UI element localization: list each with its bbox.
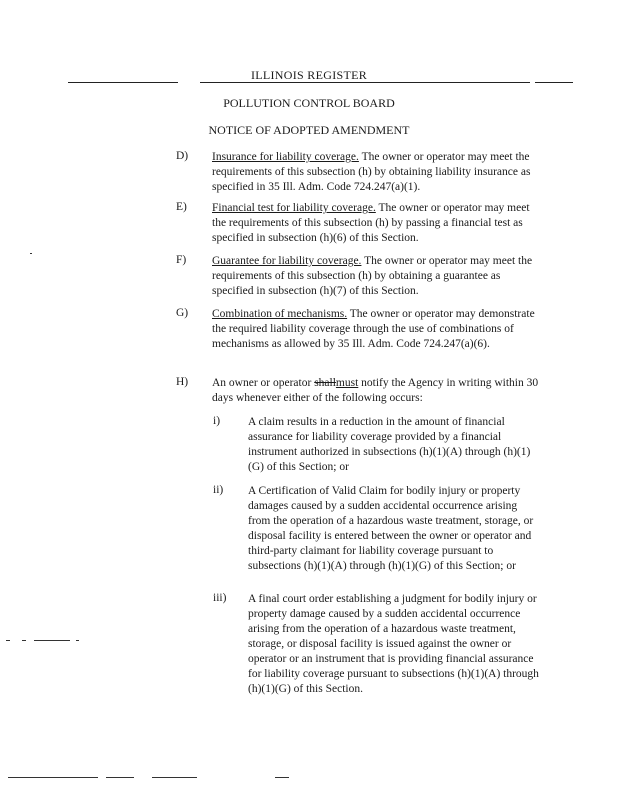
item-heading: Financial test for liability coverage. (212, 202, 376, 214)
item-heading: Combination of mechanisms. (212, 308, 348, 320)
item-text-f (212, 254, 542, 299)
item-text-before: An owner or operator (212, 377, 312, 389)
item-label-f: F) (176, 254, 187, 266)
subitem-label-i: i) (213, 415, 221, 427)
item-text-g (212, 307, 542, 352)
scan-mark (8, 777, 98, 778)
scan-mark (34, 640, 70, 641)
deleted-word: shall (314, 377, 336, 389)
scan-mark (106, 777, 134, 778)
scan-mark (275, 777, 289, 778)
scan-mark (22, 640, 26, 641)
item-text-h (212, 376, 542, 406)
item-body: The owner or operator may meet the requirements of this subsection (h) by passing a financial test as specified in subsection (h)(6) of this Section. (212, 202, 530, 244)
inserted-word: must (335, 377, 359, 389)
item-text-e (212, 201, 542, 246)
agency-name: POLLUTION CONTROL BOARD (223, 96, 395, 110)
scan-mark (76, 640, 79, 641)
notice-title: NOTICE OF ADOPTED AMENDMENT (208, 123, 410, 137)
subitem-text-ii: A Certification of Valid Claim for bodily injury or property damages caused by a sudden accidental occurrence arising from the operation of a hazardous waste treatment, storage, or disposal facility is entered between the owner or operator and third-party claimant for liability coverage pursuant to subsections (h)(1)(A) through (h)(1)(G) of this Section; or (248, 485, 534, 572)
item-heading: Guarantee for liability coverage. (212, 255, 362, 267)
scan-mark (6, 640, 10, 641)
scan-mark (152, 777, 197, 778)
item-body: The owner or operator may demonstrate the required liability coverage through the use of combinations of mechanisms as allowed by 35 Ill. Adm. Code 724.247(a)(6). (212, 308, 535, 350)
item-label-g: G) (176, 307, 189, 319)
subitem-label-ii: ii) (213, 484, 224, 496)
subitem-label-iii: iii) (213, 592, 227, 604)
item-label-e: E) (176, 201, 187, 213)
item-text-d (212, 150, 542, 195)
item-label-d: D) (176, 150, 189, 162)
item-label-h: H) (176, 376, 189, 388)
item-text-after: notify the Agency in writing within 30 days whenever either of the following occurs: (212, 377, 539, 404)
item-body: The owner or operator may meet the requirements of this subsection (h) by obtaining liability insurance as specified in 35 Ill. Adm. Code 724.247(a)(1). (212, 151, 531, 193)
subitem-text-i: A claim results in a reduction in the amount of financial assurance for liability coverage provided by a financial instrument authorized in subsections (h)(1)(A) through (h)(1)(G) of this Section; or (248, 416, 531, 473)
subitem-text-iii: A final court order establishing a judgment for bodily injury or property damage caused by a sudden accidental occurrence arising from the operation of a hazardous waste treatment, storage, or disposal facility is issued against the owner or operator or an instrument that is providing financial assurance for liability coverage pursuant to subsections (h)(1)(A) through (h)(1)(G) of this Section. (248, 593, 539, 695)
scan-mark (30, 253, 32, 254)
register-title: ILLINOIS REGISTER (250, 68, 368, 82)
item-heading: Insurance for liability coverage. (212, 151, 359, 163)
item-body: The owner or operator may meet the requirements of this subsection (h) by obtaining a guarantee as specified in subsection (h)(7) of this Section. (212, 255, 533, 297)
